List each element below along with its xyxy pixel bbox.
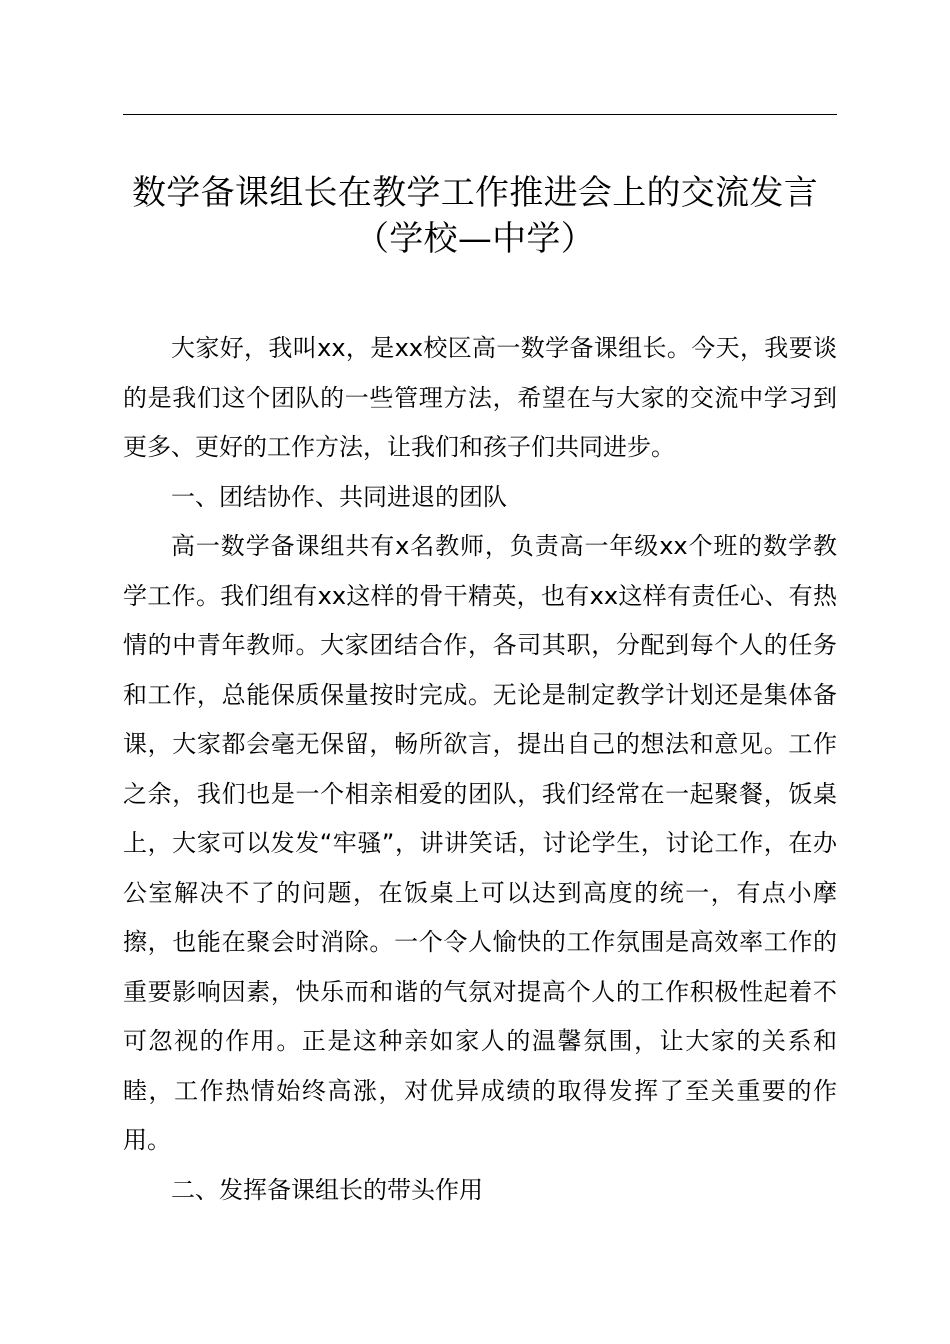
header-rule xyxy=(123,114,837,115)
paragraph-team: 高一数学备课组共有x名教师，负责高一年级xx个班的数学教学工作。我们组有xx这样的骨干精英，也有xx这样有责任心、有热情的中青年教师。大家团结合作，各司其职，分配到每个人的任务和工作，总能保质保量按时完成。无论是制定教学计划还是集体备课，大家都会毫无保留，畅所欲言，提出自己的想法和意见。工作之余，我们也是一个相亲相爱的团队，我们经常在一起聚餐，饭桌上，大家可以发发“牢骚”，讲讲笑话，讨论学生，讨论工作，在办公室解决不了的问题，在饭桌上可以达到高度的统一，有点小摩擦，也能在聚会时消除。一个令人愉快的工作氛围是高效率工作的重要影响因素，快乐而和谐的气氛对提高个人的工作积极性起着不可忽视的作用。正是这种亲如家人的温馨氛围，让大家的关系和睦，工作热情始终高涨，对优异成绩的取得发挥了至关重要的作用。 xyxy=(123,532,837,1154)
document-body xyxy=(123,324,837,1215)
section-heading-2: 二、发挥备课组长的带头作用 xyxy=(171,1175,483,1204)
title-line-main: 数学备课组长在教学工作推进会上的交流发言 xyxy=(132,173,818,213)
document-title xyxy=(100,170,850,262)
section-heading-1: 一、团结协作、共同进退的团队 xyxy=(171,482,507,511)
paragraph-intro: 大家好，我叫xx，是xx校区高一数学备课组长。今天，我要谈的是我们这个团队的一些管理方法，希望在与大家的交流中学习到更多、更好的工作方法，让我们和孩子们共同进步。 xyxy=(123,334,837,461)
title-line-subtitle: （学校—中学） xyxy=(354,219,596,259)
